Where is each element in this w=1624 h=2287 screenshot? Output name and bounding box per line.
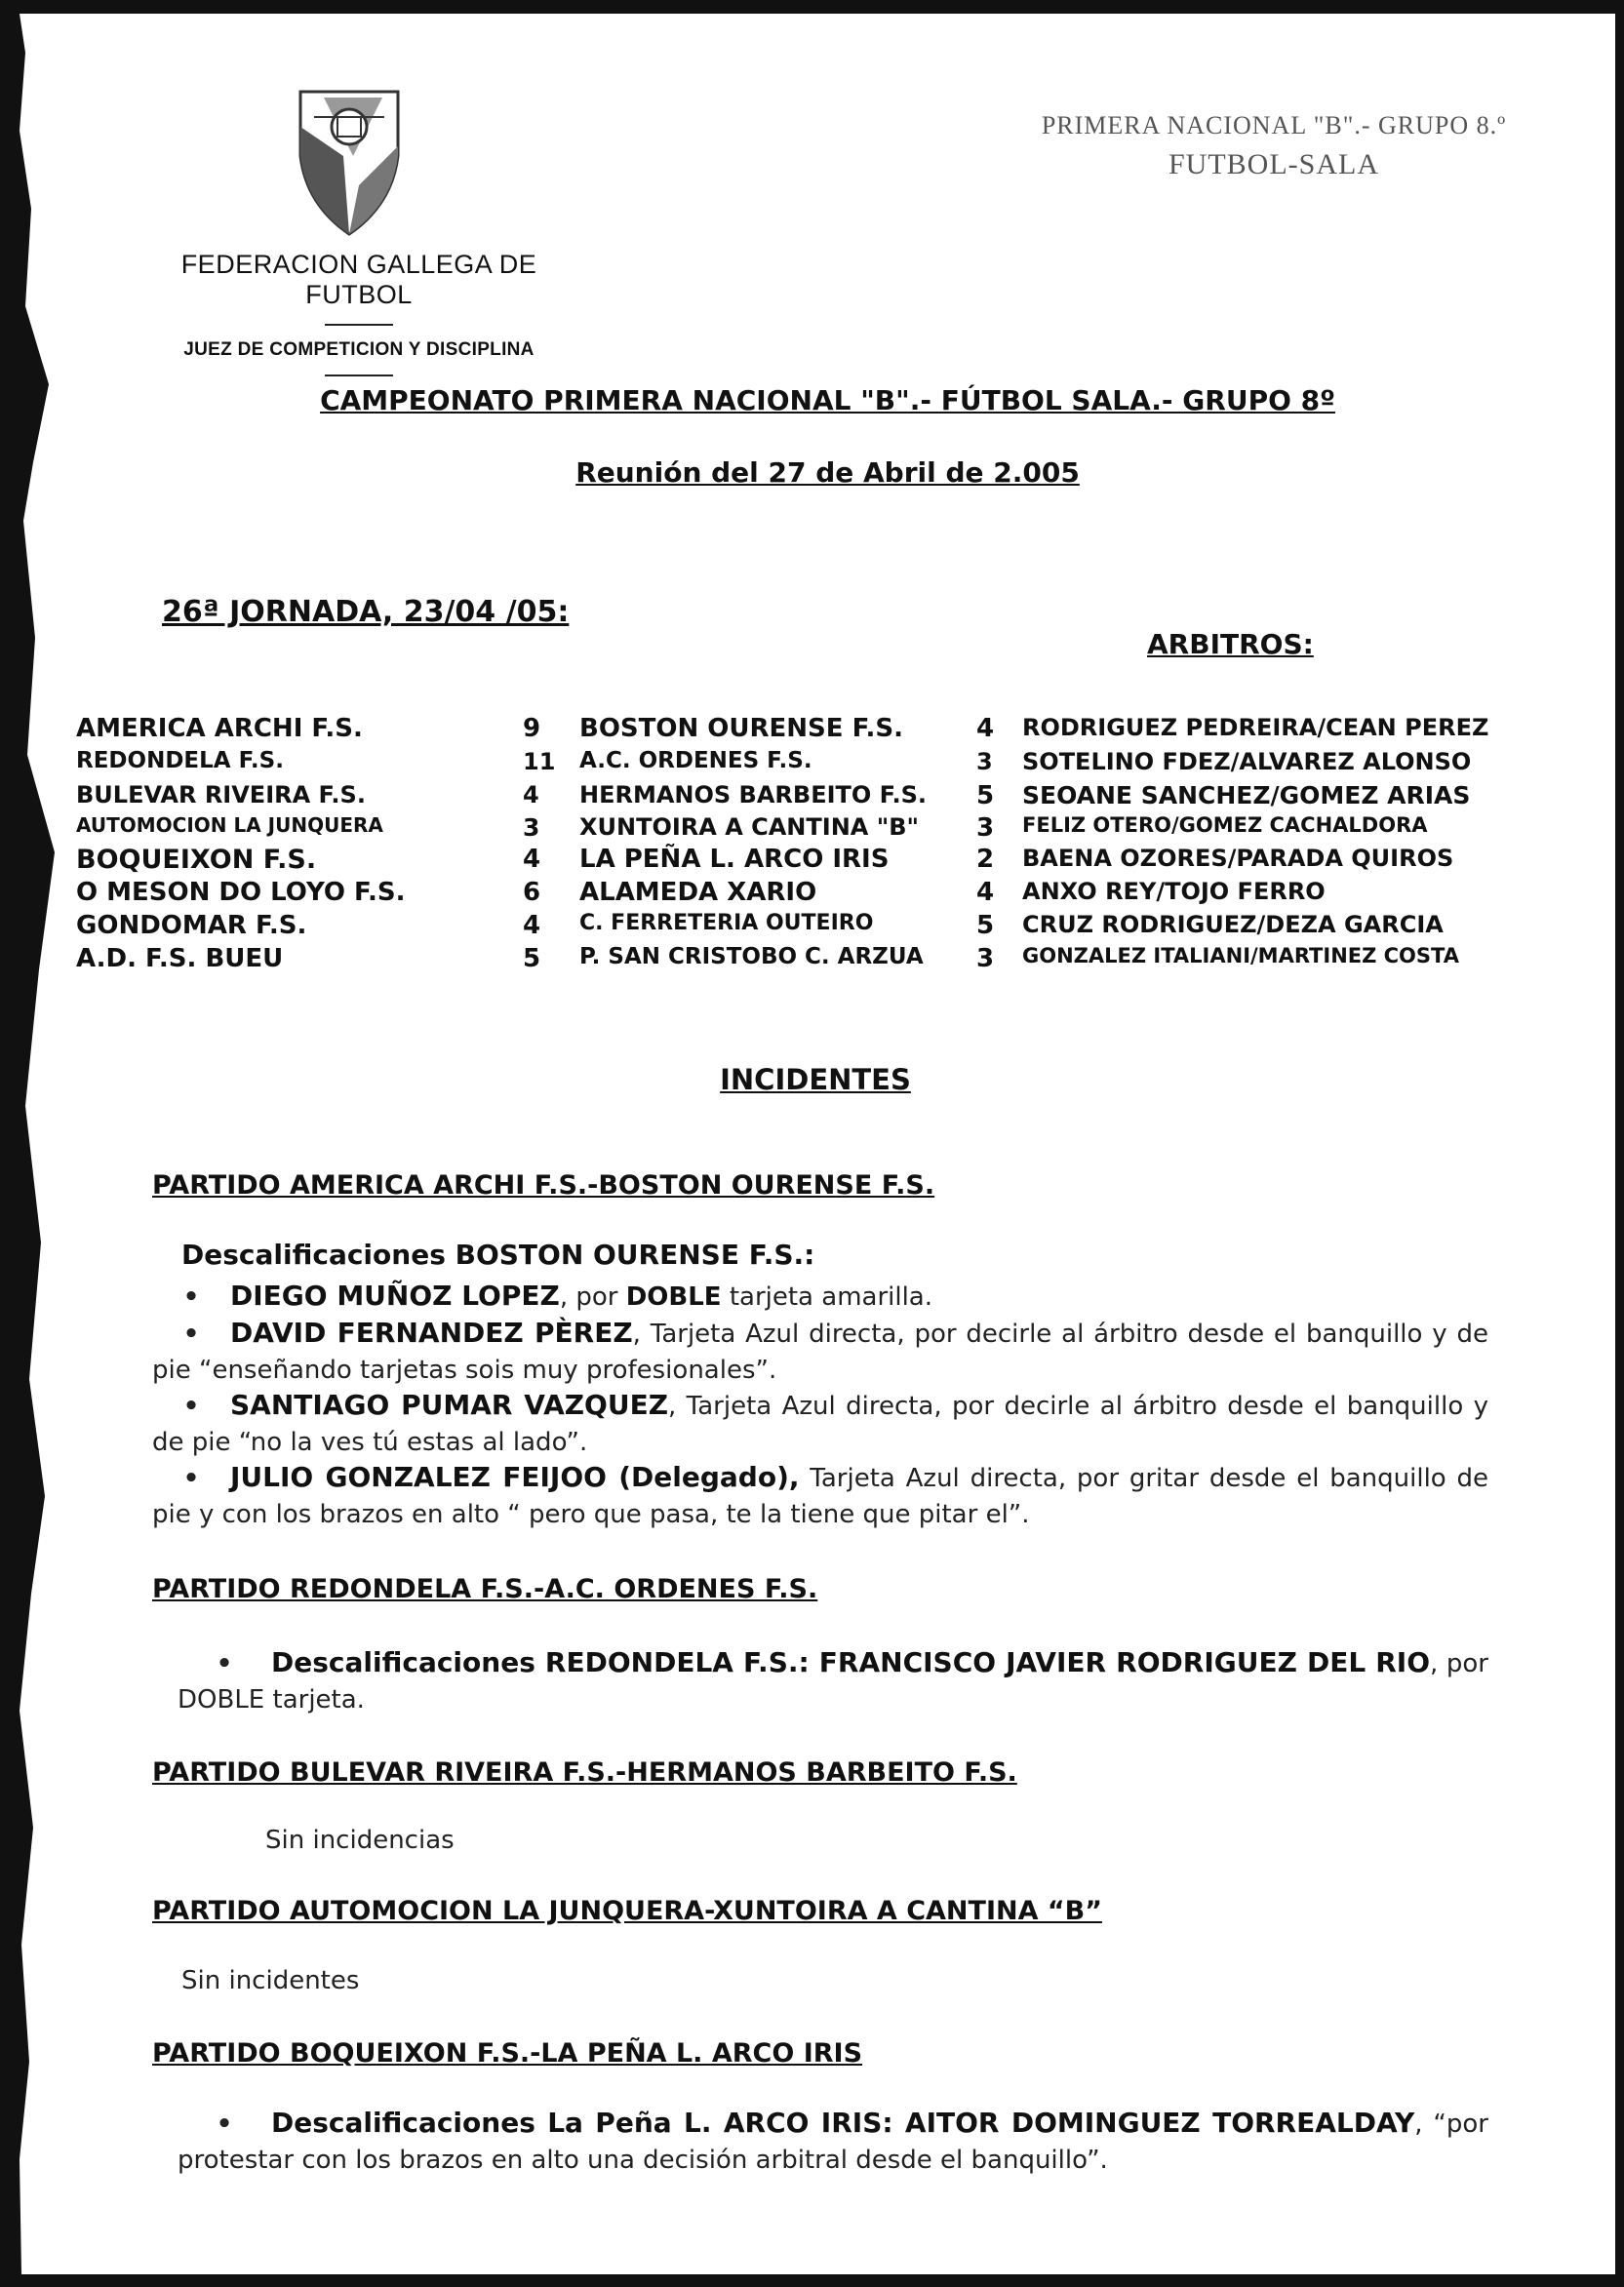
incident-bold: Descalificaciones La Peña L. ARCO IRIS: AITOR DOMINGUEZ TORREALDAY: [271, 2107, 1415, 2139]
away-team: LA PEÑA L. ARCO IRIS: [579, 845, 890, 874]
no-incidents: Sin incidentes: [181, 1966, 360, 1995]
home-score: 11: [523, 748, 556, 775]
match-row: [16, 911, 1615, 944]
home-score: 4: [523, 911, 541, 940]
home-team: GONDOMAR F.S.: [76, 911, 307, 940]
incident-text: , “por protestar con los brazos en alto una decisión arbitral desde el banquillo”.: [178, 2110, 1488, 2175]
incident-text: , Tarjeta Azul directa, por decirle al árbitro desde el banquillo y de pie “enseñando tarjetas sois muy profesionales”.: [152, 1320, 1488, 1385]
match-heading: PARTIDO BOQUEIXON F.S.-LA PEÑA L. ARCO IRIS: [152, 2038, 863, 2069]
home-team: BULEVAR RIVEIRA F.S.: [76, 781, 366, 808]
player-name: DAVID FERNANDEZ PÈREZ: [230, 1317, 633, 1349]
away-team: XUNTOIRA A CANTINA "B": [579, 813, 920, 841]
incident-item: [152, 1387, 1488, 1461]
bullet-icon: •: [216, 2110, 233, 2139]
match-heading: PARTIDO REDONDELA F.S.-A.C. ORDENES F.S.: [152, 1574, 818, 1604]
match-row: [16, 813, 1615, 847]
referees: SEOANE SANCHEZ/GOMEZ ARIAS: [1022, 781, 1471, 809]
match-heading: PARTIDO AMERICA ARCHI F.S.-BOSTON OURENSE F.S.: [152, 1170, 935, 1201]
home-team: AUTOMOCION LA JUNQUERA: [76, 813, 383, 837]
incident-text: Tarjeta Azul directa, por gritar desde el banquillo de pie y con los brazos en alto “ pero que pasa, te la tiene que pitar el”.: [152, 1464, 1488, 1529]
away-team: C. FERRETERIA OUTEIRO: [579, 911, 874, 935]
referees: FELIZ OTERO/GOMEZ CACHALDORA: [1022, 813, 1428, 837]
away-team: P. SAN CRISTOBO C. ARZUA: [579, 944, 924, 969]
away-team: A.C. ORDENES F.S.: [579, 748, 812, 773]
match-row: [16, 781, 1615, 814]
away-score: 5: [976, 781, 995, 810]
home-team: BOQUEIXON F.S.: [76, 845, 317, 875]
incident-text: , por DOBLE tarjeta.: [178, 1649, 1488, 1715]
bullet-icon: •: [182, 1320, 200, 1349]
away-score: 2: [976, 845, 995, 874]
bullet-icon: •: [216, 1649, 233, 1678]
home-team: REDONDELA F.S.: [76, 748, 284, 773]
federation-name: FEDERACION GALLEGA DE FUTBOL: [180, 250, 537, 309]
incident-text: , Tarjeta Azul directa, por decirle al árbitro desde el banquillo y de pie “no la ves tú estas al lado”.: [152, 1392, 1488, 1457]
competition-line: PRIMERA NACIONAL "B".- GRUPO 8.º: [1041, 111, 1507, 139]
match-row: [16, 845, 1615, 878]
no-incidents: Sin incidencias: [265, 1826, 455, 1855]
away-team: BOSTON OURENSE F.S.: [579, 714, 904, 743]
player-name: SANTIAGO PUMAR VAZQUEZ: [230, 1389, 669, 1421]
incident-text: tarjeta amarilla.: [721, 1282, 933, 1312]
incidents-title: INCIDENTES: [720, 1063, 911, 1096]
championship-title: CAMPEONATO PRIMERA NACIONAL "B".- FÚTBOL SALA.- GRUPO 8º: [320, 384, 1335, 416]
referees: ANXO REY/TOJO FERRO: [1022, 878, 1326, 905]
player-name: JULIO GONZALEZ FEIJOO (Delegado),: [230, 1461, 800, 1493]
away-team: HERMANOS BARBEITO F.S.: [579, 781, 928, 808]
match-heading: PARTIDO AUTOMOCION LA JUNQUERA-XUNTOIRA A CANTINA “B”: [152, 1896, 1102, 1926]
incident-bold: DOBLE: [625, 1282, 722, 1312]
match-row: [16, 748, 1615, 781]
away-score: 4: [976, 714, 995, 743]
home-score: 4: [523, 845, 541, 874]
incident-item: [178, 2105, 1488, 2179]
judge-title: JUEZ DE COMPETICION Y DISCIPLINA: [183, 339, 535, 360]
away-team: ALAMEDA XARIO: [579, 878, 817, 907]
away-score: 3: [976, 944, 995, 973]
jornada-heading: 26ª JORNADA, 23/04 /05:: [162, 595, 570, 629]
referees: GONZALEZ ITALIANI/MARTINEZ COSTA: [1022, 944, 1459, 967]
home-team: O MESON DO LOYO F.S.: [76, 878, 406, 907]
player-name: DIEGO MUÑOZ LOPEZ: [230, 1280, 560, 1312]
referees: BAENA OZORES/PARADA QUIROS: [1022, 845, 1454, 872]
federation-block: [125, 250, 593, 390]
match-heading: PARTIDO BULEVAR RIVEIRA F.S.-HERMANOS BARBEITO F.S.: [152, 1757, 1017, 1788]
away-score: 4: [976, 878, 995, 907]
match-row: [16, 944, 1615, 977]
match-row: [16, 878, 1615, 911]
incident-item: [152, 1315, 1488, 1389]
incident-bold: Descalificaciones REDONDELA F.S.: FRANCISCO JAVIER RODRIGUEZ DEL RIO: [271, 1646, 1431, 1678]
competition-header: [893, 111, 1615, 181]
home-score: 3: [523, 813, 540, 842]
home-score: 9: [523, 714, 541, 743]
home-team: AMERICA ARCHI F.S.: [76, 714, 363, 743]
incident-text: , por: [559, 1282, 626, 1312]
match-row: [16, 714, 1615, 747]
referees: SOTELINO FDEZ/ALVAREZ ALONSO: [1022, 748, 1472, 775]
torn-edge: [16, 14, 55, 2274]
disqualifications-heading: Descalificaciones BOSTON OURENSE F.S.:: [181, 1239, 815, 1271]
away-score: 3: [976, 813, 995, 843]
incident-item: [152, 1459, 1488, 1533]
meeting-date: Reunión del 27 de Abril de 2.005: [575, 456, 1080, 489]
home-score: 6: [523, 878, 541, 907]
document-page: [16, 14, 1615, 2274]
federation-crest-icon: [295, 88, 404, 238]
away-score: 5: [976, 911, 995, 940]
referees: RODRIGUEZ PEDREIRA/CEAN PEREZ: [1022, 714, 1489, 741]
divider: [325, 324, 393, 326]
bullet-icon: •: [182, 1392, 200, 1421]
divider: [325, 375, 393, 376]
incident-item: [152, 1278, 1488, 1316]
incident-item: [178, 1644, 1488, 1718]
home-score: 4: [523, 781, 539, 808]
referees: CRUZ RODRIGUEZ/DEZA GARCIA: [1022, 911, 1444, 938]
sport-line: FUTBOL-SALA: [1168, 148, 1379, 180]
referees-heading: ARBITROS:: [1147, 628, 1314, 660]
away-score: 3: [976, 748, 993, 775]
home-score: 5: [523, 944, 541, 973]
bullet-icon: •: [182, 1282, 200, 1312]
bullet-icon: •: [182, 1464, 200, 1493]
home-team: A.D. F.S. BUEU: [76, 944, 284, 973]
